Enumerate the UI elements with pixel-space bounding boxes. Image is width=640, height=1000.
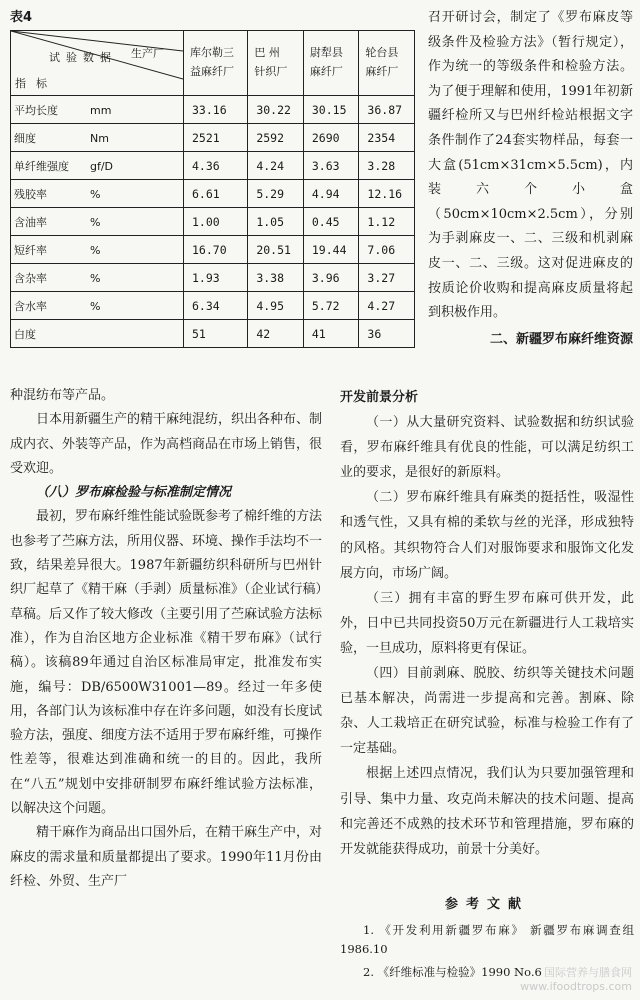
paragraph: 精干麻作为商品出口国外后，在精干麻生产中，对麻皮的需求量和质量都提出了要求。1990年11月份由纤检、外贸、生产厂	[10, 825, 323, 889]
right-column-paragraph: 召开研讨会，制定了《罗布麻皮等级条件及检验方法》（暂行规定），作为统一的等级条件和检验方法。为了便于理解和使用，1991年初新疆纤检所又与巴州纤检站根据文字条件制作了24套实物样品，每套一大盒(51cm×31cm×5.5cm)，内装六个小盒（50cm×10cm×2.5cm），分别为手剥麻皮一、二、三级和机剥麻皮一、二、三级。这对促进麻皮的按质论价收购和提高麻皮质量将起到积极作用。	[428, 10, 633, 321]
table-cell: 3.28	[359, 152, 415, 180]
paragraph: （一）从大量研究资料、试验数据和纺织试验看，罗布麻纤维具有优良的性能，可以满足纺织工业的要求，是很好的新原料。	[340, 415, 634, 481]
table-cell: 12.16	[359, 180, 415, 208]
row-unit: %	[90, 271, 101, 285]
paragraph: （三）拥有丰富的野生罗布麻可供开发，此外，日中已共同投资50万元在新疆进行人工栽培实验，一旦成功，原料将更有保证。	[340, 590, 634, 656]
right-column	[428, 6, 633, 352]
table-row	[11, 124, 415, 152]
table-cell: 6.34	[184, 292, 248, 320]
corner-mid-label: 试验数据	[49, 51, 117, 64]
table-cell: 6.61	[184, 180, 248, 208]
table-cell: 3.38	[248, 264, 304, 292]
row-unit: Nm	[90, 131, 109, 145]
table-cell: 30.22	[248, 96, 304, 124]
table-cell: 19.44	[303, 236, 359, 264]
diagonal-header-cell	[11, 31, 184, 96]
table-row	[11, 320, 415, 348]
row-name: 含油率	[14, 215, 47, 229]
row-name: 短纤率	[14, 243, 47, 257]
row-name: 含杂率	[14, 271, 47, 285]
row-unit: %	[90, 215, 101, 229]
table-cell: 33.16	[184, 96, 248, 124]
table-cell: 36.87	[359, 96, 415, 124]
paragraph: 最初，罗布麻纤维性能试验既参考了棉纤维的方法也参考了苎麻方法，所用仪器、环境、操作手法均不一致，结果差异很大。1987年新疆纺织科研所与巴州针织厂起草了《精干麻（手剥）质量标准》（企业试行稿）草稿。后又作了较大修改（主要引用了苎麻试验方法标准），作为自治区地方企业标准《精干罗布麻》（试行稿）。该稿89年通过自治区标准局审定，批准发布实施，编号：DB/6500W31001—89。经过一年多使用，各部门认为该标准中存在许多问题，如没有长度试验方法，强度、细度方法不适用于罗布麻纤维，可操作性差等，很难达到准确和统一的目的。因此，我所在“八五”规划中安排研制罗布麻纤维试验方法标准，以解决这个问题。	[10, 509, 323, 817]
table-cell: 2521	[184, 124, 248, 152]
row-name: 单纤维强度	[14, 159, 69, 173]
table-cell: 41	[303, 320, 359, 348]
table-row	[11, 96, 415, 124]
table-cell: 1.05	[248, 208, 304, 236]
factory-header-2: 巴 州 针织厂	[248, 31, 304, 96]
table-cell: 30.15	[303, 96, 359, 124]
table-cell: 4.94	[303, 180, 359, 208]
paragraph: 种混纺布等产品。	[10, 388, 115, 403]
table-cell: 3.96	[303, 264, 359, 292]
table-cell: 5.72	[303, 292, 359, 320]
row-name: 平均长度	[14, 103, 58, 117]
table-cell: 1.12	[359, 208, 415, 236]
row-name: 细度	[14, 131, 36, 145]
table-cell: 1.00	[184, 208, 248, 236]
table-cell: 5.29	[248, 180, 304, 208]
table-cell: 4.95	[248, 292, 304, 320]
table-cell: 4.36	[184, 152, 248, 180]
middle-column	[340, 385, 634, 982]
row-header-cell	[11, 236, 184, 264]
reference-item: 1. 《开发利用新疆罗布麻》 新疆罗布麻调查组 1986.10	[340, 922, 634, 956]
row-unit: gf/D	[90, 159, 114, 173]
row-unit: %	[90, 299, 101, 313]
left-column	[10, 384, 322, 894]
row-header-cell	[11, 208, 184, 236]
row-header-cell	[11, 180, 184, 208]
table-cell: 36	[359, 320, 415, 348]
section-heading-continued: 开发前景分析	[340, 390, 419, 405]
table-row	[11, 236, 415, 264]
paragraph: （四）目前剥麻、脱胶、纺织等关键技术问题已基本解决，尚需进一步提高和完善。割麻、除杂、人工栽培正在研究试验，标准与检验工作有了一定基础。	[340, 666, 634, 757]
table-header-row	[11, 31, 415, 96]
factory-header-3: 尉犁县 麻纤厂	[303, 31, 359, 96]
table-cell: 3.63	[303, 152, 359, 180]
references-title: 参考文献	[444, 896, 529, 912]
paragraph: 根据上述四点情况，我们认为只要加强管理和引导、集中力量、攻克尚未解决的技术问题、提高和完善还不成熟的技术环节和管理措施，罗布麻的开发就能获得成功，前景十分美好。	[340, 766, 634, 857]
watermark: 国际营养与膳食网 www.ifoodtrops.com	[520, 966, 632, 993]
factory-header-1: 库尔勒三 益麻纤厂	[184, 31, 248, 96]
paragraph: （二）罗布麻纤维具有麻类的挺括性，吸湿性和透气性，又具有棉的柔软与丝的光泽，形成独特的风格。其织物符合人们对服饰要求和服饰文化发展方向，市场广阔。	[340, 490, 634, 581]
factory-header-4: 轮台县 麻纤厂	[359, 31, 415, 96]
paragraph: 日本用新疆生产的精干麻纯混纺，织出各种布、制成内衣、外装等产品，作为高档商品在市场上销售，很受欢迎。	[10, 412, 323, 476]
table-row	[11, 292, 415, 320]
corner-left-label: 指标	[15, 77, 57, 90]
row-header-cell	[11, 96, 184, 124]
row-header-cell	[11, 320, 184, 348]
table-cell: 51	[184, 320, 248, 348]
table-row	[11, 180, 415, 208]
data-table	[10, 30, 415, 348]
table-row	[11, 264, 415, 292]
table-cell: 4.24	[248, 152, 304, 180]
corner-top-label: 生产厂	[131, 47, 164, 60]
table-cell: 0.45	[303, 208, 359, 236]
row-name: 残胶率	[14, 187, 47, 201]
table-row	[11, 152, 415, 180]
table-cell: 7.06	[359, 236, 415, 264]
table-cell: 4.27	[359, 292, 415, 320]
table-cell: 16.70	[184, 236, 248, 264]
reference-item: 2. 《纤维标准与检验》1990 No.6	[363, 964, 542, 979]
table-cell: 20.51	[248, 236, 304, 264]
row-header-cell	[11, 292, 184, 320]
row-name: 含水率	[14, 299, 47, 313]
row-unit: %	[90, 243, 101, 257]
table-cell: 2592	[248, 124, 304, 152]
table-row	[11, 208, 415, 236]
section-heading: 二、新疆罗布麻纤维资源	[489, 331, 633, 347]
row-unit: %	[90, 187, 101, 201]
row-name: 白度	[14, 327, 36, 341]
row-header-cell	[11, 152, 184, 180]
table-cell: 3.27	[359, 264, 415, 292]
table-cell: 2354	[359, 124, 415, 152]
row-unit: mm	[90, 103, 112, 117]
table-cell: 1.93	[184, 264, 248, 292]
table-cell: 42	[248, 320, 304, 348]
row-header-cell	[11, 124, 184, 152]
table-label: 表4	[10, 10, 33, 25]
subsection-heading: （八）罗布麻检验与标准制定情况	[36, 485, 232, 501]
table-cell: 2690	[303, 124, 359, 152]
row-header-cell	[11, 264, 184, 292]
